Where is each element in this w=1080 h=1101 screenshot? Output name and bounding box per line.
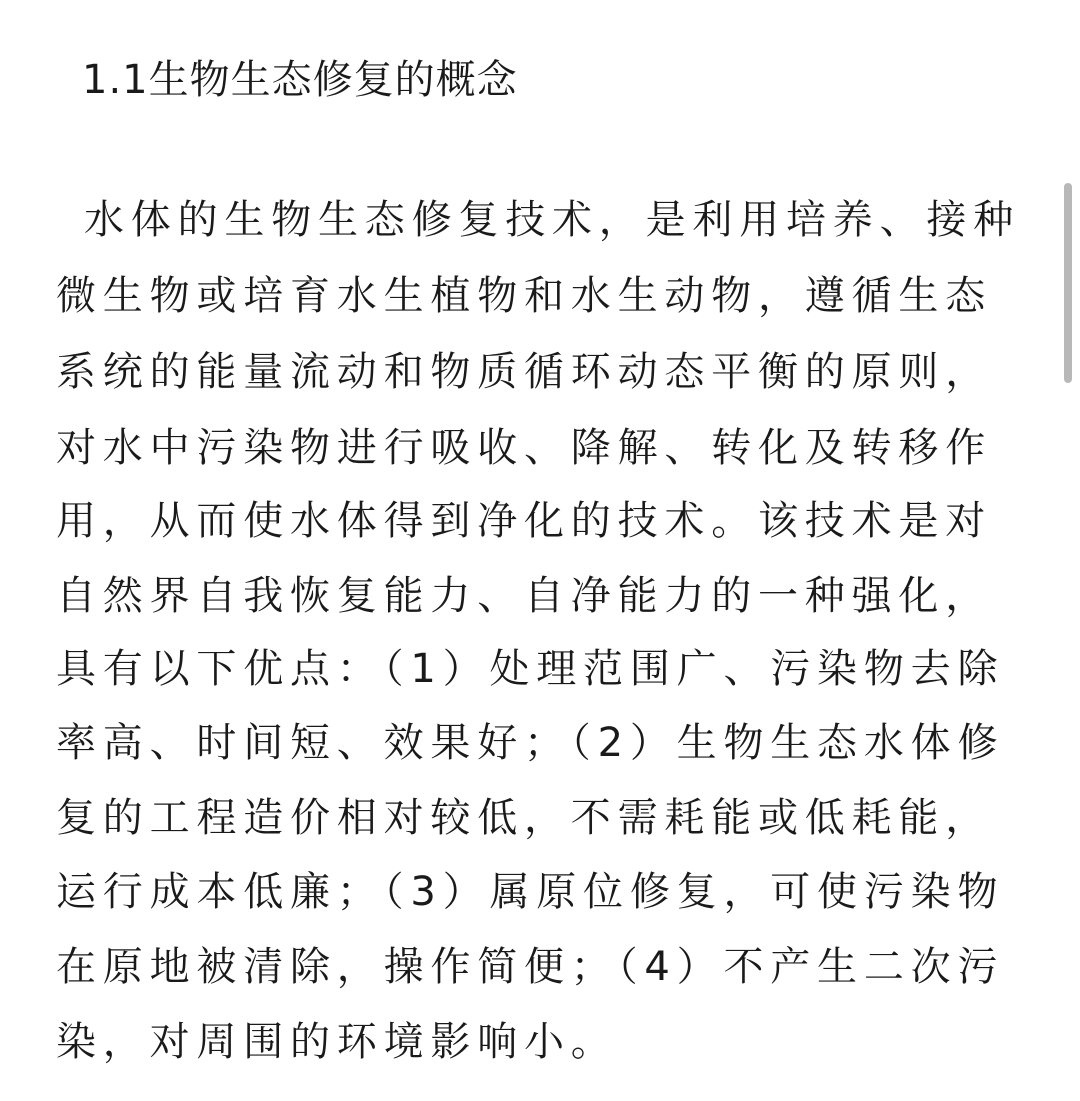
scrollbar-thumb[interactable] — [1064, 183, 1072, 383]
paragraph-line: 水体的生物生态修复技术，是利用培养、接种 — [84, 197, 1020, 243]
paragraph-line: 染，对周围的环境影响小。 — [56, 1019, 618, 1065]
section-heading: 1.1生物生态修复的概念 — [82, 57, 518, 103]
paragraph-line: 用，从而使水体得到净化的技术。该技术是对 — [56, 498, 992, 544]
paragraph-line: 微生物或培育水生植物和水生动物，遵循生态 — [56, 273, 992, 319]
paragraph-line: 在原地被清除，操作简便；（4）不产生二次污 — [56, 944, 1005, 990]
paragraph-line: 运行成本低廉；（3）属原位修复，可使污染物 — [56, 869, 1005, 915]
paragraph-line: 率高、时间短、效果好；（2）生物生态水体修 — [56, 720, 1005, 766]
paragraph-line: 具有以下优点：（1）处理范围广、污染物去除 — [56, 646, 1005, 692]
paragraph-line: 复的工程造价相对较低，不需耗能或低耗能， — [56, 795, 992, 841]
paragraph-line: 对水中污染物进行吸收、降解、转化及转移作 — [56, 425, 992, 471]
paragraph-line: 自然界自我恢复能力、自净能力的一种强化， — [56, 573, 992, 619]
paragraph-line: 系统的能量流动和物质循环动态平衡的原则， — [56, 349, 992, 395]
